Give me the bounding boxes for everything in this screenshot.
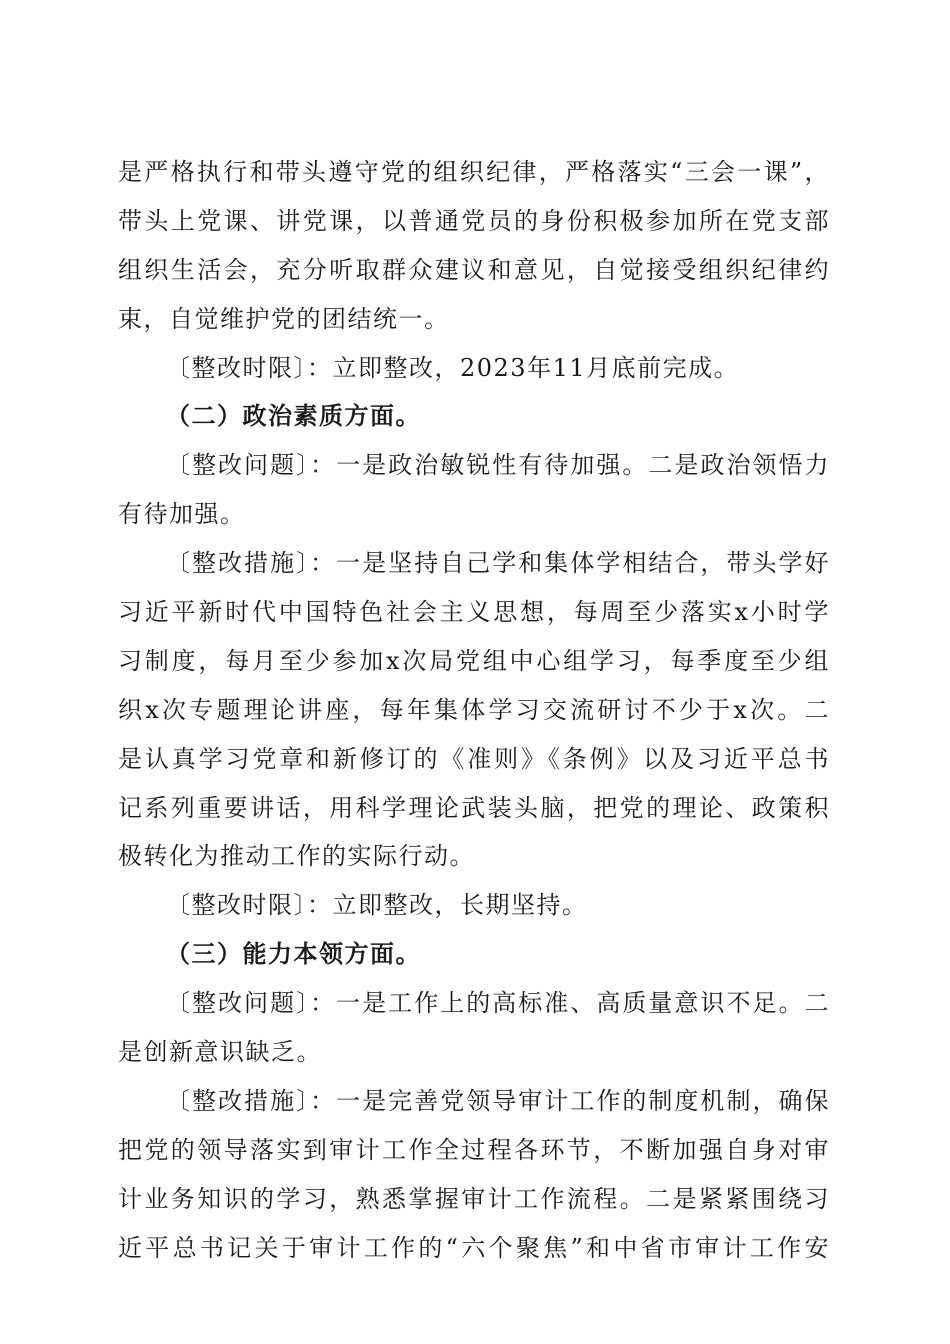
paragraph-line: 〔整改措施〕：一是坚持自己学和集体学相结合，带头学好 xyxy=(166,549,830,578)
paragraph-line: 是创新意识缺乏。 xyxy=(118,1038,322,1067)
paragraph-line: 是严格执行和带头遵守党的组织纪律，严格落实“三会一课”， xyxy=(118,158,830,186)
paragraph-line: 〔整改问题〕：一是工作上的高标准、高质量意识不足。二 xyxy=(166,989,830,1018)
paragraph-line: 习制度，每月至少参加x次局党组中心组学习，每季度至少组 xyxy=(118,646,830,675)
deadline-line: 〔整改时限〕：立即整改，2023年11月底前完成。 xyxy=(166,353,740,382)
paragraph-line: 〔整改措施〕：一是完善党领导审计工作的制度机制，确保 xyxy=(166,1086,830,1115)
paragraph-line: 计业务知识的学习，熟悉掌握审计工作流程。二是紧紧围绕习 xyxy=(118,1184,830,1213)
paragraph-line: 近平总书记关于审计工作的“六个聚焦”和中省市审计工作安 xyxy=(118,1233,830,1262)
paragraph-line: 是认真学习党章和新修订的《准则》《条例》以及习近平总书 xyxy=(118,744,830,773)
paragraph-line: 把党的领导落实到审计工作全过程各环节，不断加强自身对审 xyxy=(118,1135,830,1164)
paragraph-line: 有待加强。 xyxy=(118,500,246,529)
document-body xyxy=(118,148,830,1272)
paragraph-line: 束，自觉维护党的团结统一。 xyxy=(118,304,450,333)
section-heading: （三）能力本领方面。 xyxy=(166,939,421,969)
paragraph-line: 极转化为推动工作的实际行动。 xyxy=(118,842,475,871)
paragraph-line: 带头上党课、讲党课，以普通党员的身份积极参加所在党支部 xyxy=(118,206,830,235)
paragraph-line: 记系列重要讲话，用科学理论武装头脑，把党的理论、政策积 xyxy=(118,793,830,822)
paragraph-line: 组织生活会，充分听取群众建议和意见，自觉接受组织纪律约 xyxy=(118,255,830,284)
paragraph-line: 织x次专题理论讲座，每年集体学习交流研讨不少于x次。二 xyxy=(118,695,830,724)
paragraph-line: 习近平新时代中国特色社会主义思想，每周至少落实x小时学 xyxy=(118,598,830,627)
paragraph-line: 〔整改问题〕：一是政治敏锐性有待加强。二是政治领悟力 xyxy=(166,451,830,480)
section-heading: （二）政治素质方面。 xyxy=(166,401,421,431)
deadline-line: 〔整改时限〕：立即整改，长期坚持。 xyxy=(166,891,588,920)
